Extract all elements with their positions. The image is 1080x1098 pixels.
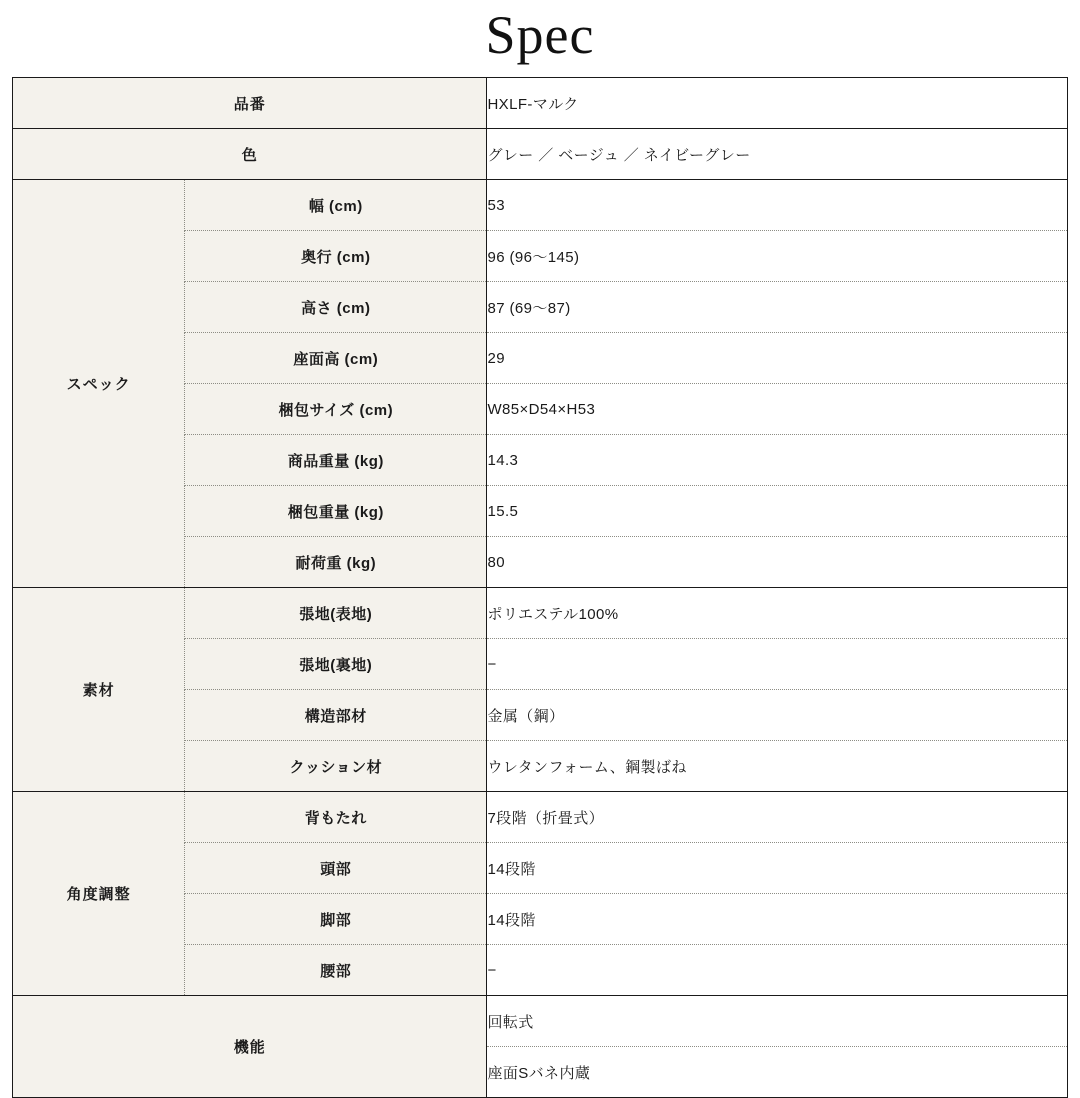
sub-label: 高さ (cm) <box>185 282 487 333</box>
sub-value: 14段階 <box>487 843 1068 894</box>
function-value: 座面Sバネ内蔵 <box>487 1064 591 1082</box>
row-label-color: 色 <box>13 129 487 180</box>
sub-label: 奥行 (cm) <box>185 231 487 282</box>
sub-label: 背もたれ <box>185 792 487 843</box>
spec-table <box>12 77 1068 1098</box>
sub-value: W85×D54×H53 <box>487 384 1068 435</box>
sub-label: 張地(表地) <box>185 588 487 639</box>
table-row <box>13 792 1068 843</box>
sub-value: 14.3 <box>487 435 1068 486</box>
group-label-material: 素材 <box>13 588 185 792</box>
sub-label: 張地(裏地) <box>185 639 487 690</box>
sub-value: 15.5 <box>487 486 1068 537</box>
sub-label: 脚部 <box>185 894 487 945</box>
sub-value: − <box>487 639 1068 690</box>
sub-label: クッション材 <box>185 741 487 792</box>
sub-label: 幅 (cm) <box>185 180 487 231</box>
sub-value: 80 <box>487 537 1068 588</box>
sub-value: 金属（鋼） <box>487 690 1068 741</box>
table-row <box>13 180 1068 231</box>
group-label-angle: 角度調整 <box>13 792 185 996</box>
sub-label: 構造部材 <box>185 690 487 741</box>
sub-value: 29 <box>487 333 1068 384</box>
sub-label: 頭部 <box>185 843 487 894</box>
function-value: 回転式 <box>487 996 1068 1047</box>
sub-label: 耐荷重 (kg) <box>185 537 487 588</box>
sub-value: 87 (69〜87) <box>487 282 1068 333</box>
table-row <box>13 78 1068 129</box>
sub-label: 梱包重量 (kg) <box>185 486 487 537</box>
row-label-hinban: 品番 <box>13 78 487 129</box>
row-value-color: グレー ／ ベージュ ／ ネイビーグレー <box>487 129 1068 180</box>
sub-label: 商品重量 (kg) <box>185 435 487 486</box>
sub-value: 7段階（折畳式） <box>487 792 1068 843</box>
sub-value: − <box>487 945 1068 996</box>
group-label-spec: スペック <box>13 180 185 588</box>
sub-label: 腰部 <box>185 945 487 996</box>
sub-value: 14段階 <box>487 894 1068 945</box>
page-title: Spec <box>485 5 595 65</box>
group-label-function: 機能 <box>13 996 487 1098</box>
row-value-hinban: HXLF-マルク <box>487 78 1068 129</box>
sub-label: 梱包サイズ (cm) <box>185 384 487 435</box>
sub-value: 53 <box>487 180 1068 231</box>
table-row <box>13 588 1068 639</box>
sub-value: ポリエステル100% <box>487 588 1068 639</box>
sub-value: ウレタンフォーム、鋼製ばね <box>487 741 1068 792</box>
sub-value: 96 (96〜145) <box>487 231 1068 282</box>
table-row <box>13 996 1068 1047</box>
table-row <box>13 129 1068 180</box>
sub-label: 座面高 (cm) <box>185 333 487 384</box>
